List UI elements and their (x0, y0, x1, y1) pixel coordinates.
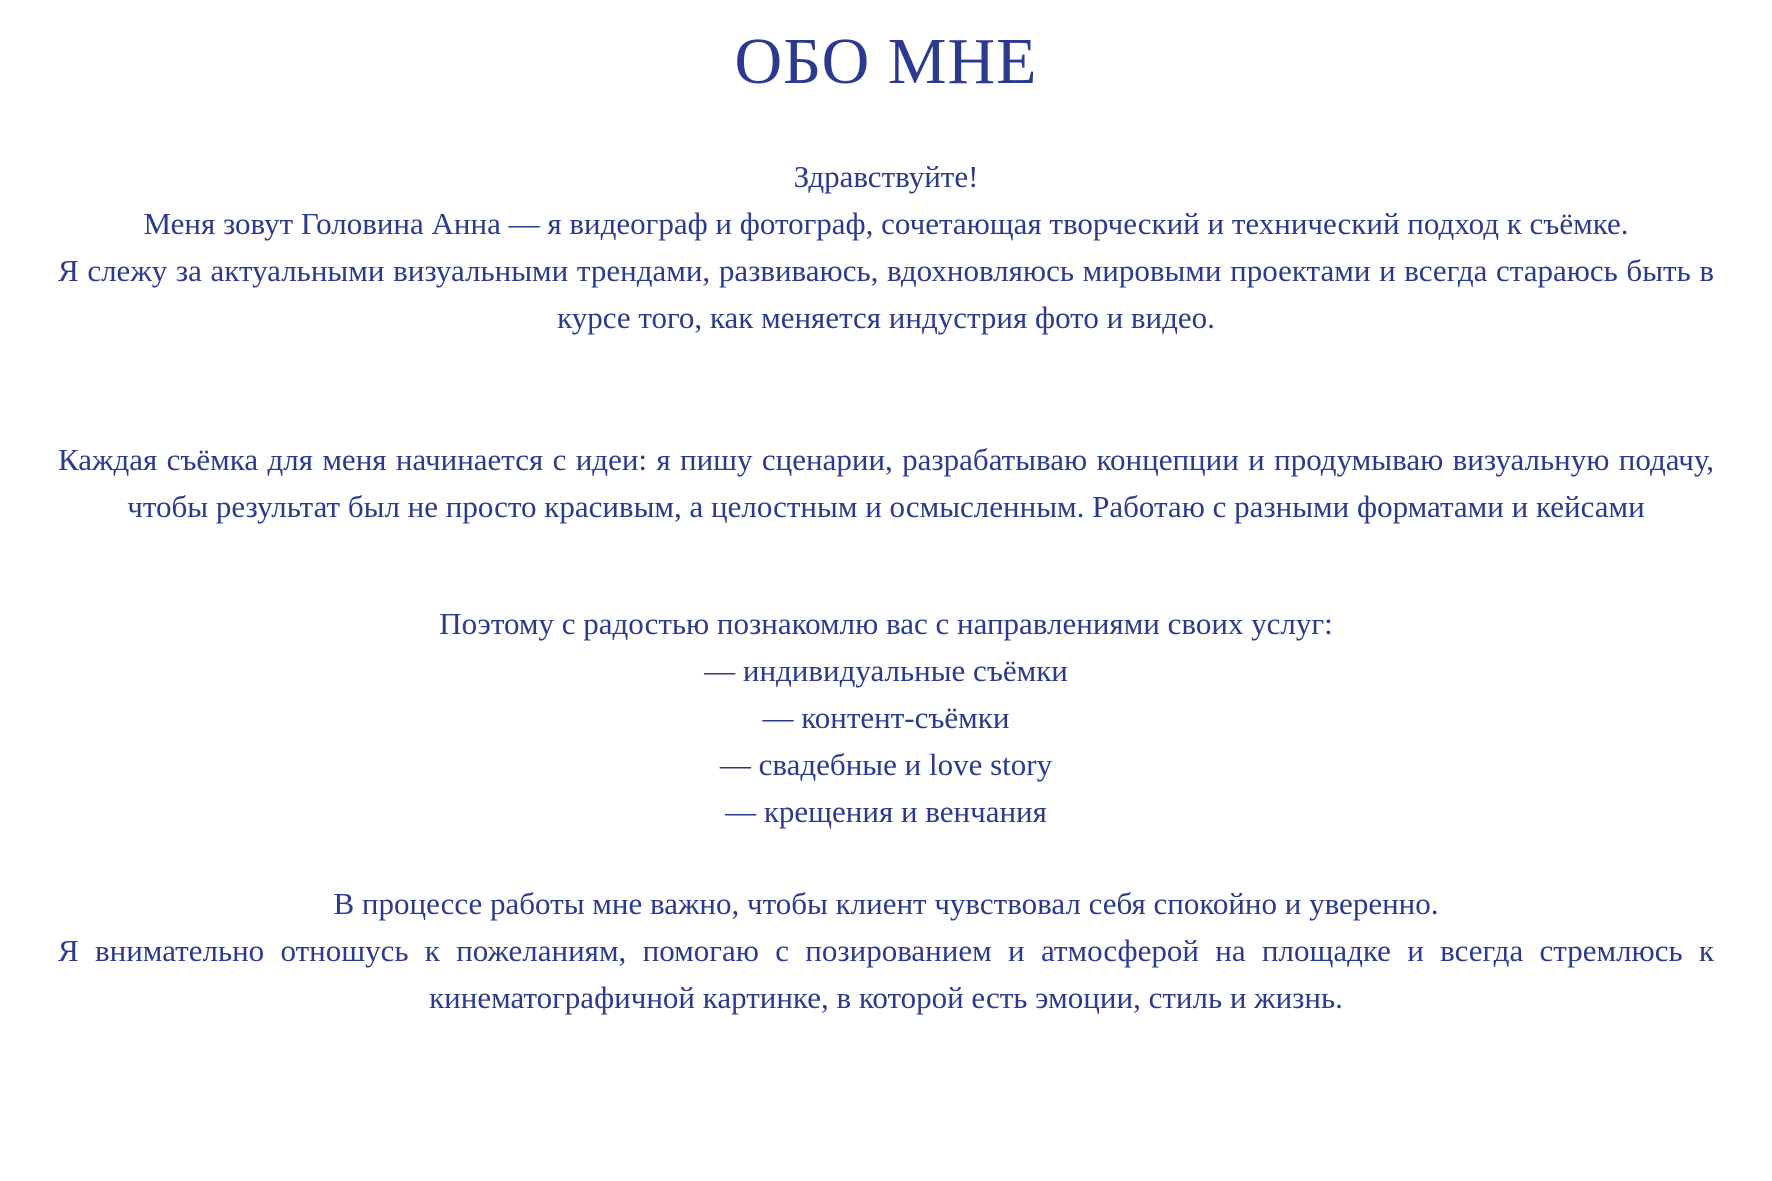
service-item-content: — контент-съёмки (762, 700, 1010, 736)
intro-sentence-2: Я слежу за актуальными визуальными трендами, развиваюсь, вдохновляюсь мировыми проектами и всегда стараюсь быть в курсе того, как меняется индустрия фото и видео. (58, 253, 1714, 336)
process-sentence-1: В процессе работы мне важно, чтобы клиент чувствовал себя спокойно и уверенно. (333, 886, 1439, 922)
intro-sentence-1: Меня зовут Головина Анна — я видеограф и фотограф, сочетающая творческий и технический подход к съёмке. (143, 206, 1629, 242)
process-sentence-2: Я внимательно отношусь к пожеланиям, помогаю с позированием и атмосферой на площадке и всегда стремлюсь к кинематографичной картинке, в которой есть эмоции, стиль и жизнь. (58, 933, 1714, 1016)
approach-section (58, 436, 1714, 530)
services-section (58, 600, 1714, 835)
page-title: ОБО МНЕ (734, 25, 1038, 98)
intro-section (58, 153, 1714, 341)
services-heading: Поэтому с радостью познакомлю вас с направлениями своих услуг: (439, 606, 1333, 642)
intro-greeting: Здравствуйте! (793, 159, 979, 195)
service-item-individual: — индивидуальные съёмки (704, 653, 1068, 689)
approach-paragraph: Каждая съёмка для меня начинается с идеи: я пишу сценарии, разрабатываю концепции и продумываю визуальную подачу, чтобы результат был не просто красивым, а целостным и осмысленным. Работаю с разными форматами и кейсами (58, 442, 1714, 525)
process-section (58, 880, 1714, 1021)
service-item-baptism-wedding-ceremony: — крещения и венчания (725, 794, 1047, 830)
service-item-wedding-lovestory: — свадебные и love story (719, 747, 1053, 783)
